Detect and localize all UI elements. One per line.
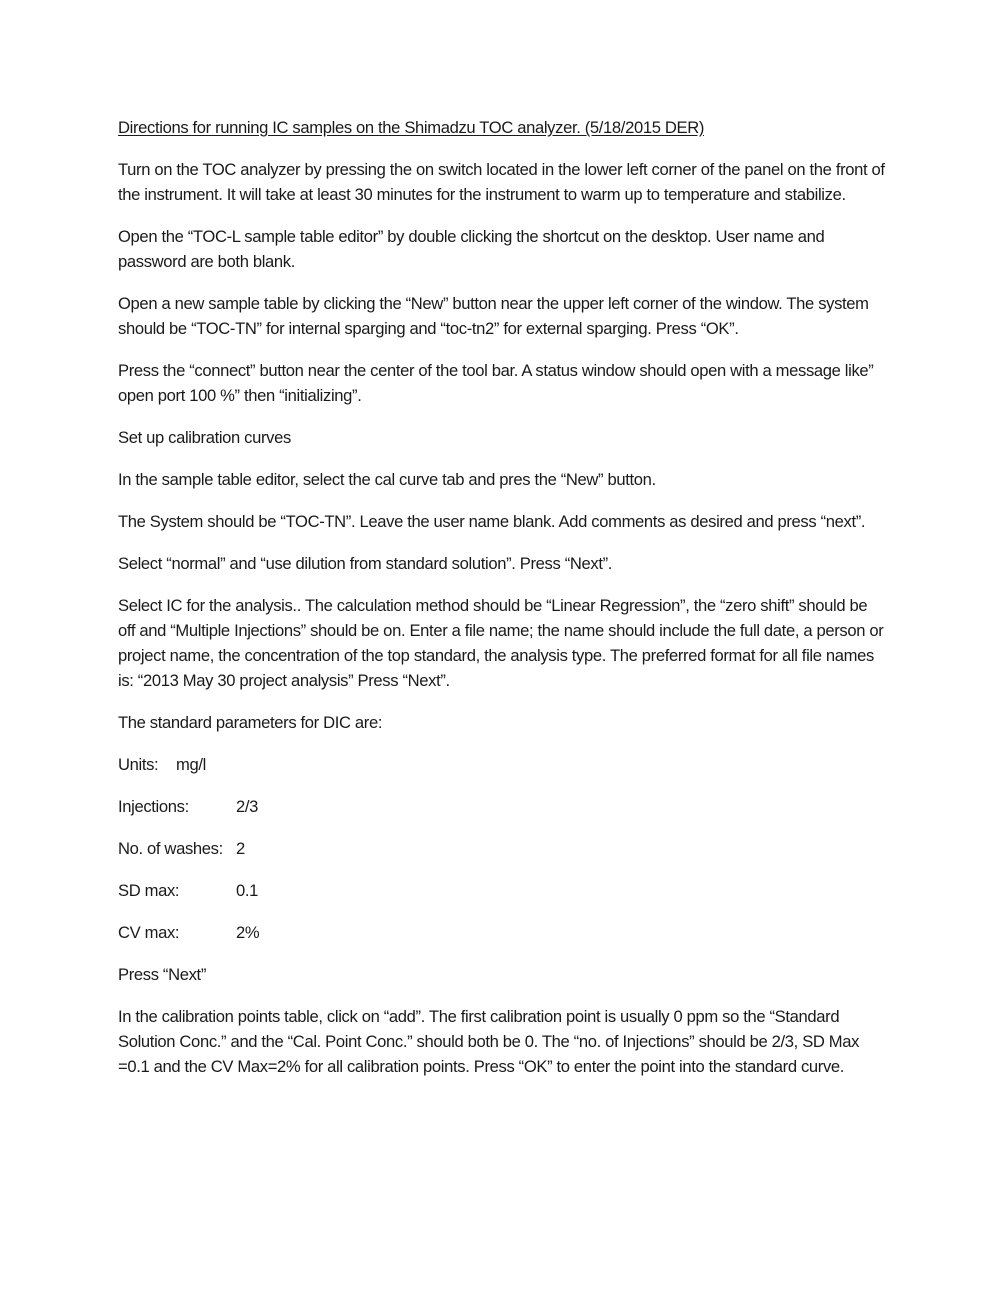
param-value: 2 <box>236 839 245 858</box>
param-value: mg/l <box>176 755 206 774</box>
param-washes <box>118 836 888 861</box>
paragraph-calibration-points: In the calibration points table, click on “add”. The first calibration point is usually 0 ppm so the “Standard Solution Conc.” and the “Cal. Point Conc.” should both be 0. The “no. of Injections” should be 2/3, SD Max =0.1 and the CV Max=2% for all calibration points. Press “OK” to enter the point into the standard curve. <box>118 1007 860 1076</box>
section-heading-calibration: Set up calibration curves <box>118 428 291 447</box>
paragraph-select-ic: Select IC for the analysis.. The calculation method should be “Linear Regression”, the “zero shift” should be off and “Multiple Injections” should be on. Enter a file name; the name should include the full date, a person or project name, the concentration of the top standard, the analysis type. The preferred format for all file names is: “2013 May 30 project analysis” Press “Next”. <box>118 596 884 690</box>
param-sd-max <box>118 878 888 903</box>
param-label: No. of washes: <box>118 839 223 858</box>
paragraph-power-on: Turn on the TOC analyzer by pressing the on switch located in the lower left corner of the panel on the front of the instrument. It will take at least 30 minutes for the instrument to warm up to temperature and stabilize. <box>118 160 885 204</box>
param-injections <box>118 794 888 819</box>
param-units <box>118 752 888 777</box>
paragraph-standard-parameters: The standard parameters for DIC are: <box>118 713 383 732</box>
param-label: Units: <box>118 755 159 774</box>
param-value: 2% <box>236 923 260 942</box>
paragraph-open-editor: Open the “TOC-L sample table editor” by double clicking the shortcut on the desktop. User name and password are both blank. <box>118 227 825 271</box>
paragraph-press-next: Press “Next” <box>118 965 206 984</box>
paragraph-select-normal: Select “normal” and “use dilution from standard solution”. Press “Next”. <box>118 554 613 573</box>
document-page <box>118 115 888 1096</box>
param-cv-max <box>118 920 888 945</box>
paragraph-cal-curve-tab: In the sample table editor, select the cal curve tab and pres the “New” button. <box>118 470 656 489</box>
param-label: SD max: <box>118 881 180 900</box>
paragraph-system: The System should be “TOC-TN”. Leave the user name blank. Add comments as desired and press “next”. <box>118 512 866 531</box>
document-title: Directions for running IC samples on the Shimadzu TOC analyzer. (5/18/2015 DER) <box>118 118 705 137</box>
paragraph-connect: Press the “connect” button near the center of the tool bar. A status window should open with a message like” open port 100 %” then “initializing”. <box>118 361 874 405</box>
param-value: 0.1 <box>236 881 259 900</box>
param-label: Injections: <box>118 797 189 816</box>
param-value: 2/3 <box>236 797 259 816</box>
param-label: CV max: <box>118 923 180 942</box>
paragraph-new-table: Open a new sample table by clicking the “New” button near the upper left corner of the window. The system should be “TOC-TN” for internal sparging and “toc-tn2” for external sparging. Press “OK”. <box>118 294 869 338</box>
